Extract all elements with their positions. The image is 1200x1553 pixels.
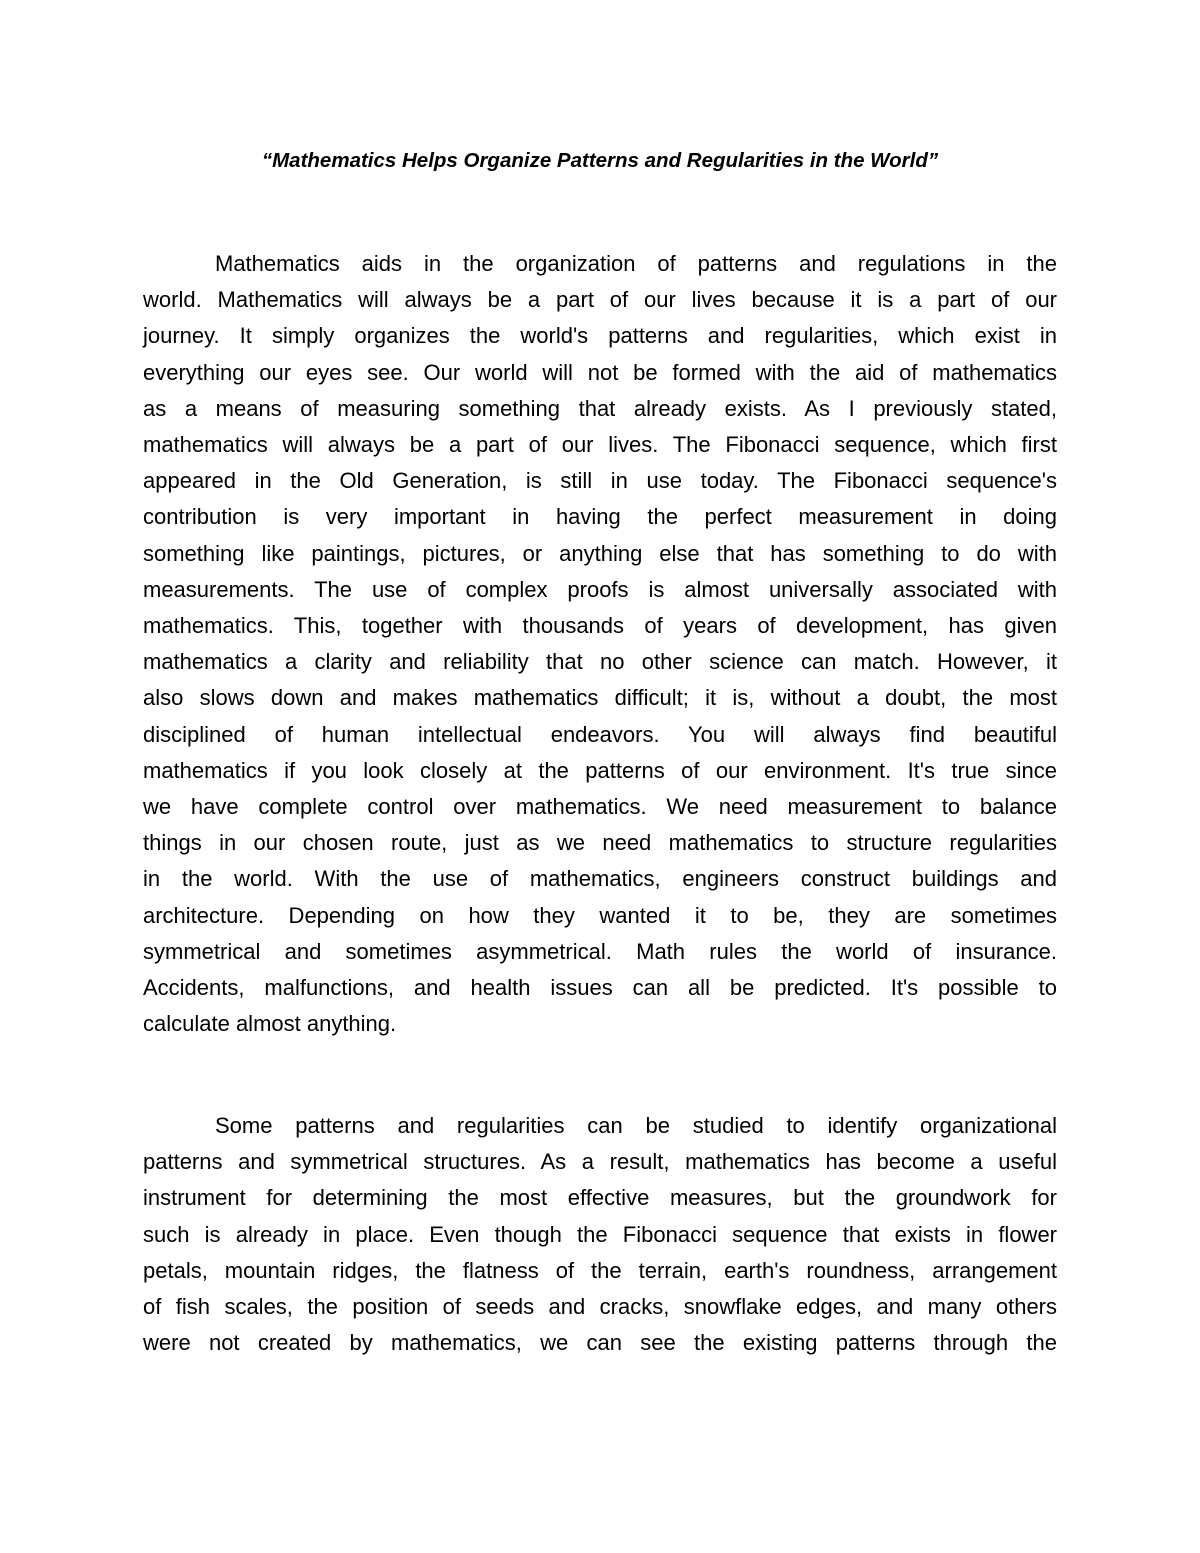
text-line: everything our eyes see. Our world will not be formed with the aid of mathematics bbox=[143, 359, 1057, 385]
text-line: calculate almost anything. bbox=[143, 1011, 397, 1037]
text-line: patterns and symmetrical structures. As a result, mathematics has become a useful bbox=[143, 1149, 1057, 1175]
body-paragraph bbox=[143, 246, 1057, 1042]
text-line: mathematics a clarity and reliability that no other science can match. However, it bbox=[143, 649, 1057, 675]
text-line: journey. It simply organizes the world's patterns and regularities, which exist in bbox=[143, 323, 1057, 349]
text-line: architecture. Depending on how they wanted it to be, they are sometimes bbox=[143, 902, 1057, 928]
text-line: also slows down and makes mathematics difficult; it is, without a doubt, the most bbox=[143, 685, 1057, 711]
text-line: of fish scales, the position of seeds and cracks, snowflake edges, and many others bbox=[143, 1294, 1057, 1320]
text-line: contribution is very important in having the perfect measurement in doing bbox=[143, 504, 1057, 530]
text-line: world. Mathematics will always be a part of our lives because it is a part of our bbox=[143, 287, 1057, 313]
text-line: in the world. With the use of mathematics, engineers construct buildings and bbox=[143, 866, 1057, 892]
text-line: as a means of measuring something that already exists. As I previously stated, bbox=[143, 395, 1057, 421]
text-line: mathematics will always be a part of our lives. The Fibonacci sequence, which first bbox=[143, 432, 1057, 458]
body-paragraph bbox=[143, 1108, 1057, 1361]
text-line: things in our chosen route, just as we need mathematics to structure regularities bbox=[143, 830, 1057, 856]
text-line: Accidents, malfunctions, and health issues can all be predicted. It's possible to bbox=[143, 975, 1057, 1001]
text-line: appeared in the Old Generation, is still in use today. The Fibonacci sequence's bbox=[143, 468, 1057, 494]
text-line: petals, mountain ridges, the flatness of the terrain, earth's roundness, arrangement bbox=[143, 1257, 1057, 1283]
document-title: “Mathematics Helps Organize Patterns and Regularities in the World” bbox=[261, 149, 939, 172]
text-line: Mathematics aids in the organization of patterns and regulations in the bbox=[215, 251, 1057, 276]
text-line: measurements. The use of complex proofs is almost universally associated with bbox=[143, 576, 1057, 602]
text-line: symmetrical and sometimes asymmetrical. Math rules the world of insurance. bbox=[143, 938, 1057, 964]
text-line: such is already in place. Even though the Fibonacci sequence that exists in flower bbox=[143, 1221, 1057, 1247]
text-line: mathematics. This, together with thousands of years of development, has given bbox=[143, 613, 1057, 639]
text-line: instrument for determining the most effective measures, but the groundwork for bbox=[143, 1185, 1057, 1211]
text-line: something like paintings, pictures, or anything else that has something to do with bbox=[143, 540, 1057, 566]
text-line: Some patterns and regularities can be studied to identify organizational bbox=[215, 1113, 1057, 1138]
text-line: disciplined of human intellectual endeavors. You will always find beautiful bbox=[143, 721, 1057, 747]
text-line: we have complete control over mathematics. We need measurement to balance bbox=[143, 794, 1057, 820]
text-line: mathematics if you look closely at the patterns of our environment. It's true since bbox=[143, 757, 1057, 783]
text-line: were not created by mathematics, we can see the existing patterns through the bbox=[143, 1330, 1057, 1356]
